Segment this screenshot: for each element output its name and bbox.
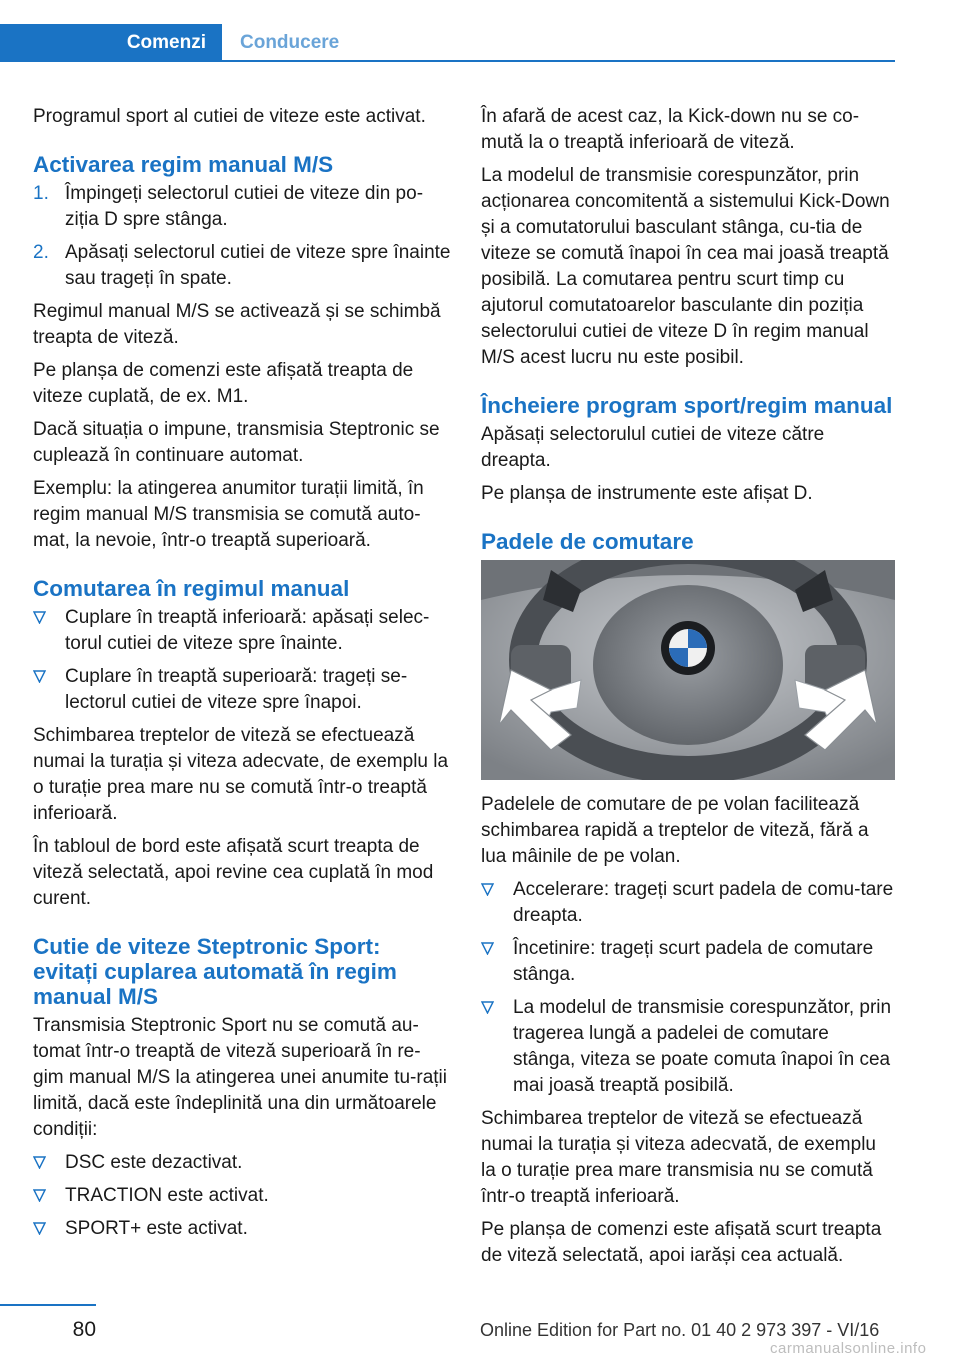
bullet-item — [481, 877, 895, 929]
triangle-bullet-icon — [481, 942, 494, 955]
paragraph: Transmisia Steptronic Sport nu se comută au‐tomat într-o treaptă de viteză superioară în re‐gim manual M/S la atingerea unei anumite tu‐rații limită, dacă este îndeplinită una din următoarele condiții: — [33, 1015, 447, 1140]
paragraph: Apăsați selectorulul cutiei de viteze către dreapta. — [481, 424, 825, 471]
bullet-text: Încetinire: trageți scurt padela de comutare stânga. — [513, 938, 874, 985]
heading-comutare: Comutarea în regimul manual — [33, 576, 350, 601]
triangle-bullet-icon — [33, 1222, 46, 1235]
step-number: 2. — [33, 242, 49, 263]
step-number: 1. — [33, 183, 49, 204]
triangle-bullet-icon — [33, 1189, 46, 1202]
bullet-item — [33, 664, 451, 716]
paragraph: Schimbarea treptelor de viteză se efectuează numai la turația și viteza adecvată, de exemplu la o turație prea mare transmisia nu se comută într-o treaptă inferioară. — [481, 1108, 876, 1207]
watermark: carmanualsonline.info — [770, 1340, 927, 1357]
paragraph: Pe planșa de comenzi este afișată treapta de viteze cuplată, de ex. M1. — [33, 360, 414, 407]
paragraph: La modelul de transmisie corespunzător, prin acționarea concomitentă a sistemului Kick-Down și a comutatorului basculant stânga, cu‐tia de viteze se comută înapoi în cea mai joasă treaptă posibilă. La comutarea pentru scurt timp cu ajutorul comutatoarelor basculante din poziția selectorului cutiei de viteze D în regim manual M/S acest lucru nu este posibil. — [481, 165, 890, 368]
paragraph: În afară de acest caz, la Kick-down nu se co‐mută la o treaptă inferioară de viteză. — [481, 106, 860, 153]
paragraph: În tabloul de bord este afișată scurt treapta de viteză selectată, apoi revine cea cuplată în mod curent. — [33, 836, 434, 909]
footer-rule — [0, 1304, 96, 1306]
triangle-bullet-icon — [33, 670, 46, 683]
paragraph: Schimbarea treptelor de viteză se efectuează numai la turația și viteza adecvate, de exemplu la o turație prea mare nu se comută într-o treaptă inferioară. — [33, 725, 449, 824]
bullet-item — [33, 1183, 451, 1209]
step-text: Împingeți selectorul cutiei de viteze din po‐ziția D spre stânga. — [65, 183, 424, 230]
intro-paragraph: Programul sport al cutiei de viteze este activat. — [33, 106, 426, 127]
step-item — [33, 181, 451, 233]
paragraph: Regimul manual M/S se activează și se schimbă treapta de viteză. — [33, 301, 441, 348]
steps-list — [33, 181, 451, 292]
bullet-list — [33, 1150, 451, 1242]
bullet-text: TRACTION este activat. — [65, 1185, 269, 1206]
bullet-text: SPORT+ este activat. — [65, 1218, 248, 1239]
paragraph: Pe planșa de comenzi este afișată scurt treapta de viteză selectată, apoi iarăși cea actuală. — [481, 1219, 882, 1266]
tab-conducere: Conducere — [240, 32, 340, 53]
paragraph: Exemplu: la atingerea anumitor turații limită, în regim manual M/S transmisia se comută auto‐mat, la nevoie, într-o treaptă superioară. — [33, 478, 424, 551]
paragraph: Padelele de comutare de pe volan facilitează schimbarea rapidă a treptelor de viteză, fără a lua mâinile de pe volan. — [481, 794, 869, 867]
bullet-item — [33, 1150, 451, 1176]
paragraph: Dacă situația o impune, transmisia Steptronic se cuplează în continuare automat. — [33, 419, 440, 466]
bullet-text: DSC este dezactivat. — [65, 1152, 243, 1173]
header-rule — [0, 60, 895, 62]
triangle-bullet-icon — [481, 883, 494, 896]
steering-wheel-paddles-image — [481, 560, 895, 780]
triangle-bullet-icon — [33, 611, 46, 624]
bullet-item — [481, 936, 895, 988]
right-column — [481, 104, 895, 1276]
heading-activare: Activarea regim manual M/S — [33, 152, 334, 177]
bullet-list — [481, 877, 895, 1099]
page-number: 80 — [72, 1318, 96, 1341]
edition-note: Online Edition for Part no. 01 40 2 973 397 - VI/16 — [480, 1320, 880, 1340]
paragraph: Pe planșa de instrumente este afișat D. — [481, 483, 813, 504]
bullet-text: La modelul de transmisie corespunzător, prin tragerea lungă a padelei de comutare stânga, viteza se poate comuta înapoi în cea mai joasă treaptă posibilă. — [513, 997, 892, 1096]
heading-cutie-steptronic: Cutie de viteze Steptronic Sport: evitați cuplarea automată în regim manual M/S — [33, 934, 397, 1009]
bullet-text: Accelerare: trageți scurt padela de comu‐tare dreapta. — [513, 879, 894, 926]
step-text: Apăsați selectorul cutiei de viteze spre înainte sau trageți în spate. — [65, 242, 451, 289]
step-item — [33, 240, 451, 292]
bullet-item — [33, 605, 451, 657]
bullet-list — [33, 605, 451, 716]
left-column — [33, 104, 451, 1249]
heading-padele: Padele de comutare — [481, 529, 694, 554]
triangle-bullet-icon — [33, 1156, 46, 1169]
bullet-item — [481, 995, 895, 1099]
tab-comenzi: Comenzi — [0, 24, 222, 62]
triangle-bullet-icon — [481, 1001, 494, 1014]
bullet-item — [33, 1216, 451, 1242]
page-header — [0, 24, 895, 62]
bullet-text: Cuplare în treaptă superioară: trageți se‐lectorul cutiei de viteze spre înapoi. — [65, 666, 408, 713]
bullet-text: Cuplare în treaptă inferioară: apăsați selec‐torul cutiei de viteze spre înainte. — [65, 607, 430, 654]
heading-incheiere: Încheiere program sport/regim manual — [481, 393, 893, 418]
